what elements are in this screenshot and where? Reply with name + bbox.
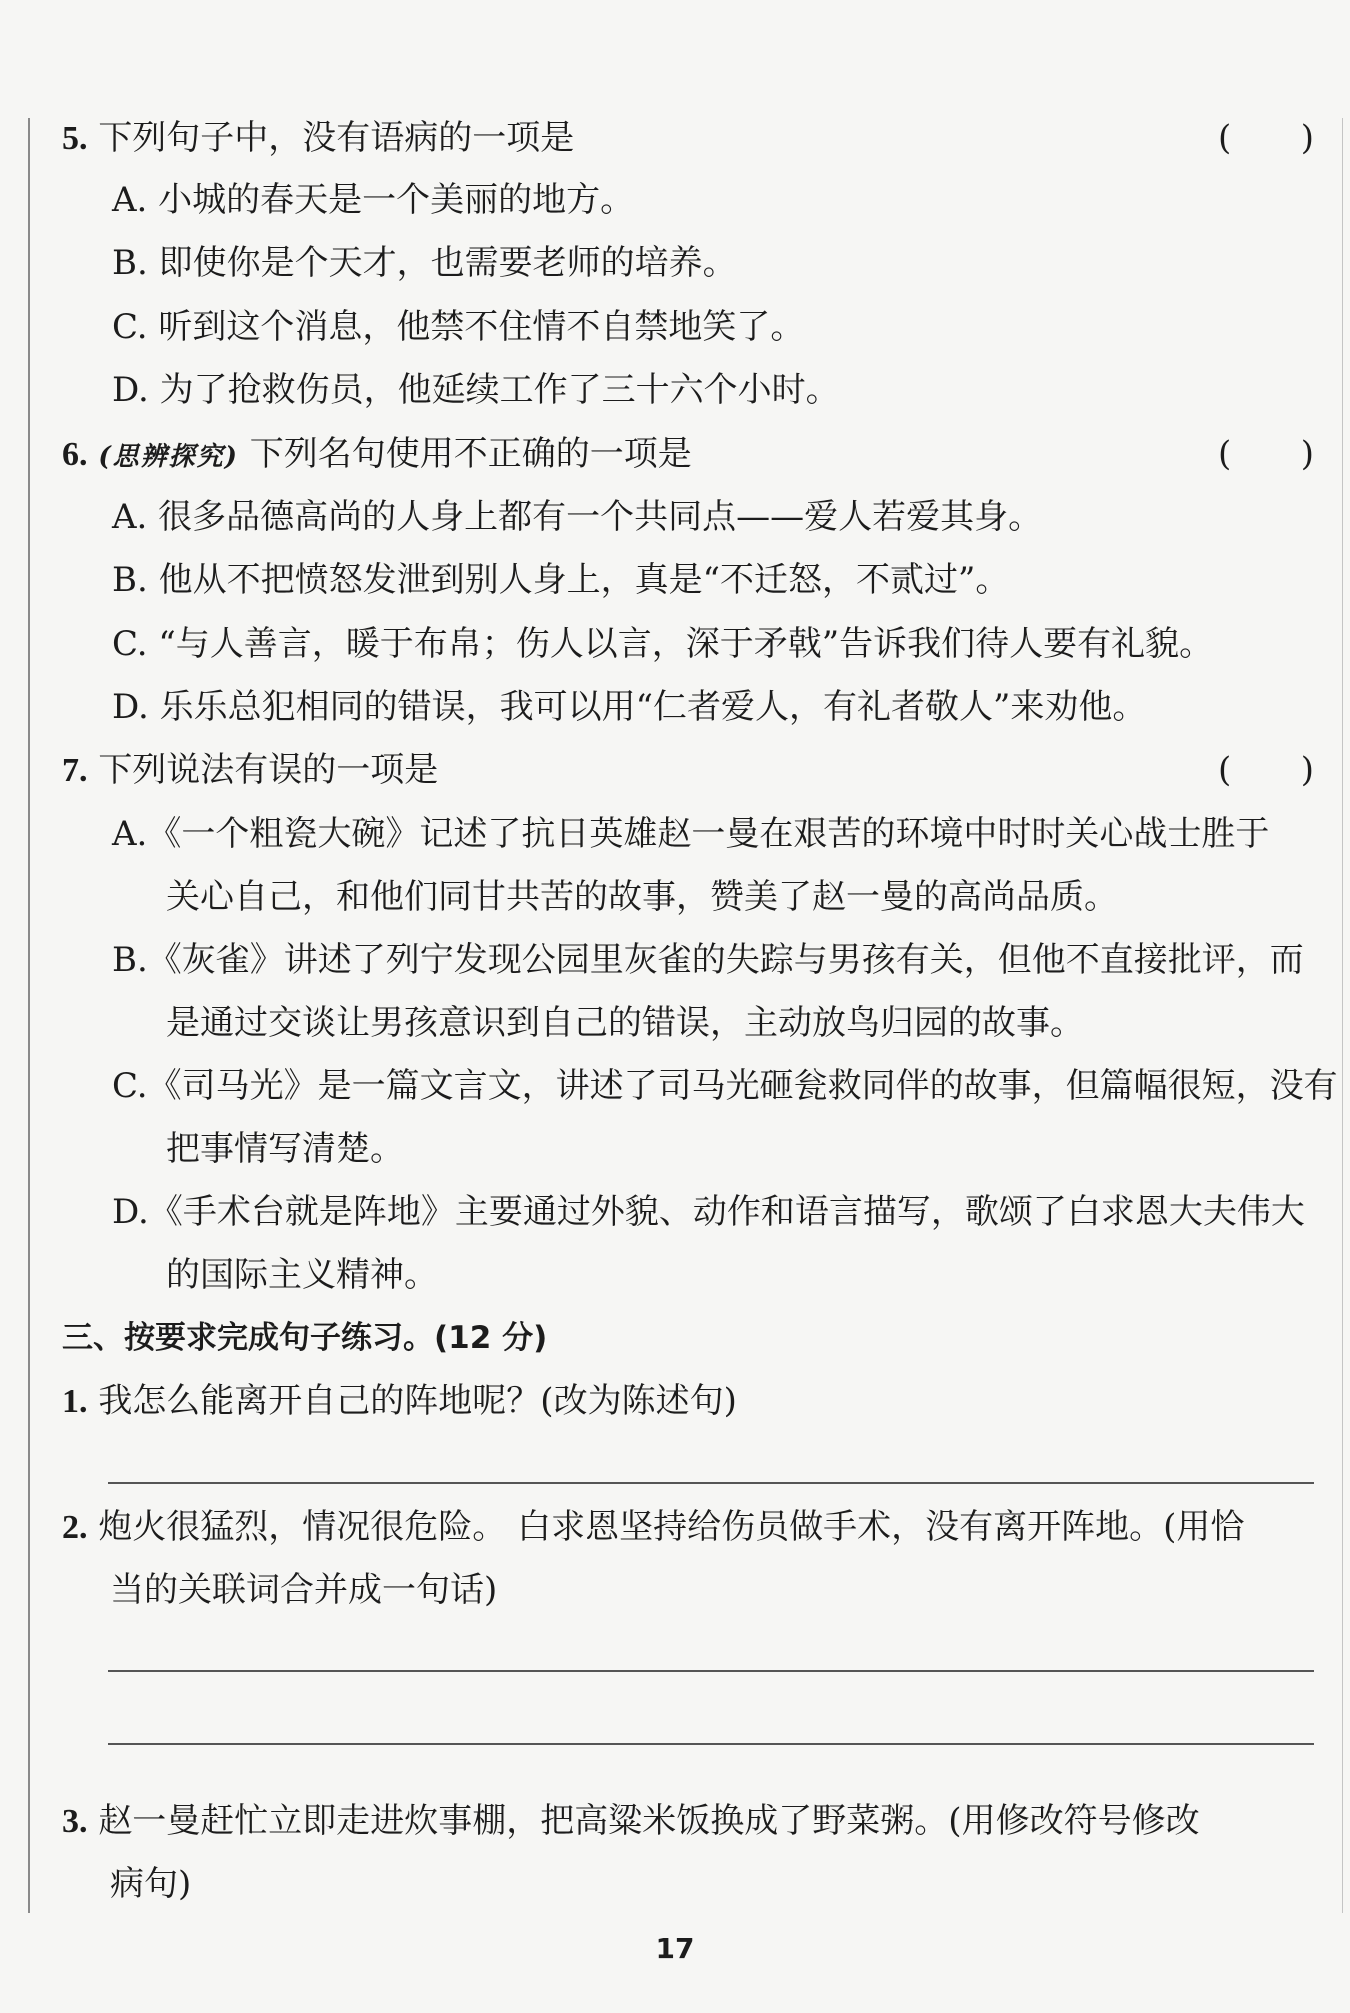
question-5-stem bbox=[62, 118, 574, 159]
question-7-option-c-line1: C.《司马光》是一篇文言文，讲述了司马光砸瓮救同伴的故事，但篇幅很短，没有 bbox=[112, 1066, 1338, 1106]
question-text: 下列说法有误的一项是 bbox=[98, 750, 439, 790]
item-text: 赵一曼赶忙立即走进炊事棚，把高粱米饭换成了野菜粥。(用修改符号修改 bbox=[98, 1801, 1200, 1841]
question-7-option-d-line1: D.《手术台就是阵地》主要通过外貌、动作和语言描写，歌颂了白求恩大夫伟大 bbox=[112, 1192, 1305, 1232]
question-7-option-d-line2: 的国际主义精神。 bbox=[166, 1255, 438, 1295]
item-number: 3. bbox=[62, 1803, 88, 1840]
section-3-item-2-line2: 当的关联词合并成一句话) bbox=[110, 1570, 498, 1610]
question-number: 5. bbox=[62, 120, 88, 157]
question-7-option-b-line1: B.《灰雀》讲述了列宁发现公园里灰雀的失踪与男孩有关，但他不直接批评，而 bbox=[112, 940, 1304, 980]
section-3-item-1-answer-line[interactable] bbox=[108, 1482, 1314, 1484]
question-number: 7. bbox=[62, 752, 88, 789]
section-3-item-1 bbox=[62, 1381, 737, 1422]
question-number: 6. bbox=[62, 436, 88, 473]
worksheet-page: 5. 下列句子中，没有语病的一项是 ( ) A. 小城的春天是一个美丽的地方。 B. 即使你是个天才，也需要老师的培养。 C. 听到这个消息，他禁不住情不自禁地笑了。 D. 为了抢救伤员，他延续工作了三十六个小时。 6. (思辨探究) 下列名句使用不正确的一项是 ( ) A. 很多品德高尚的人身上都有一个共同点——爱人若爱其身。 B. 他从不把愤怒发泄到别人身上，真是“不迁怒，不贰过”。 C. “与人善言，暖于布帛；伤人以言，深于矛戟”告诉我们待人要有礼貌。 D. 乐乐总犯相同的错误，我可以用“仁者爱人，有礼者敬人”来劝他。 7. 下列说法有误的一项是 ( ) A.《一个粗瓷大碗》记述了抗日英雄赵一曼在艰苦的环境中时时关心战士胜于 关心自己，和他们同甘共苦的故事，赞美了赵一曼的高尚品质。 B.《灰雀》讲述了列宁发现公园里灰雀的失踪与男孩有关，但他不直接批评，而 是通过交谈让男孩意识到自己的错误，主动放鸟归园的故事。 C.《司马光》是一篇文言文，讲述了司马光砸瓮救同伴的故事，但篇幅很短，没有 把事情写清楚。 D.《手术台就是阵地》主要通过外貌、动作和语言描写，歌颂了白求恩大夫伟大 的国际主义精神。 三、按要求完成句子练习。(12 分) 1. 我怎么能离开自己的阵地呢？(改为陈述句) 2. 炮火很猛烈，情况很危险。 白求恩坚持给伤员做手术，没有离开阵地。(用恰 当的关联词合并成一句话) 3. 赵一曼赶忙立即走进炊事棚，把高粱米饭换成了野菜粥。(用修改符号修改 病句) 17 bbox=[0, 0, 1350, 2013]
question-6-option-d: D. 乐乐总犯相同的错误，我可以用“仁者爱人，有礼者敬人”来劝他。 bbox=[112, 687, 1147, 727]
question-6-option-a: A. 很多品德高尚的人身上都有一个共同点——爱人若爱其身。 bbox=[112, 497, 1043, 537]
page-number: 17 bbox=[655, 1932, 695, 1965]
section-3-title: 三、按要求完成句子练习。(12 分) bbox=[62, 1320, 548, 1356]
section-3-item-3-line2: 病句) bbox=[110, 1864, 192, 1904]
question-tag: (思辨探究) bbox=[98, 442, 239, 472]
question-6-stem bbox=[62, 434, 692, 477]
question-7-option-c-line2: 把事情写清楚。 bbox=[166, 1129, 404, 1169]
question-text: 下列名句使用不正确的一项是 bbox=[249, 434, 692, 474]
question-7-stem bbox=[62, 750, 438, 791]
question-6-option-c: C. “与人善言，暖于布帛；伤人以言，深于矛戟”告诉我们待人要有礼貌。 bbox=[112, 624, 1214, 664]
item-number: 1. bbox=[62, 1383, 88, 1420]
question-5-option-a: A. 小城的春天是一个美丽的地方。 bbox=[112, 180, 635, 220]
question-5-option-c: C. 听到这个消息，他禁不住情不自禁地笑了。 bbox=[112, 307, 805, 347]
section-3-item-2-line1 bbox=[62, 1507, 1244, 1548]
item-number: 2. bbox=[62, 1509, 88, 1546]
question-6-option-b: B. 他从不把愤怒发泄到别人身上，真是“不迁怒，不贰过”。 bbox=[112, 560, 1010, 600]
question-5-option-d: D. 为了抢救伤员，他延续工作了三十六个小时。 bbox=[112, 370, 840, 410]
section-3-item-2-answer-line-2[interactable] bbox=[108, 1743, 1314, 1745]
item-text: 炮火很猛烈，情况很危险。 白求恩坚持给伤员做手术，没有离开阵地。(用恰 bbox=[98, 1507, 1245, 1547]
left-margin-rule bbox=[28, 118, 30, 1913]
question-5-option-b: B. 即使你是个天才，也需要老师的培养。 bbox=[112, 243, 737, 283]
section-3-item-3-line1 bbox=[62, 1801, 1200, 1842]
question-7-option-b-line2: 是通过交谈让男孩意识到自己的错误，主动放鸟归园的故事。 bbox=[166, 1003, 1084, 1043]
right-margin-rule bbox=[1342, 118, 1343, 1913]
section-3-item-2-answer-line-1[interactable] bbox=[108, 1670, 1314, 1672]
item-text: 我怎么能离开自己的阵地呢？(改为陈述句) bbox=[98, 1381, 737, 1421]
question-text: 下列句子中，没有语病的一项是 bbox=[98, 118, 575, 158]
question-7-option-a-line2: 关心自己，和他们同甘共苦的故事，赞美了赵一曼的高尚品质。 bbox=[166, 877, 1118, 917]
question-7-option-a-line1: A.《一个粗瓷大碗》记述了抗日英雄赵一曼在艰苦的环境中时时关心战士胜于 bbox=[112, 814, 1270, 854]
